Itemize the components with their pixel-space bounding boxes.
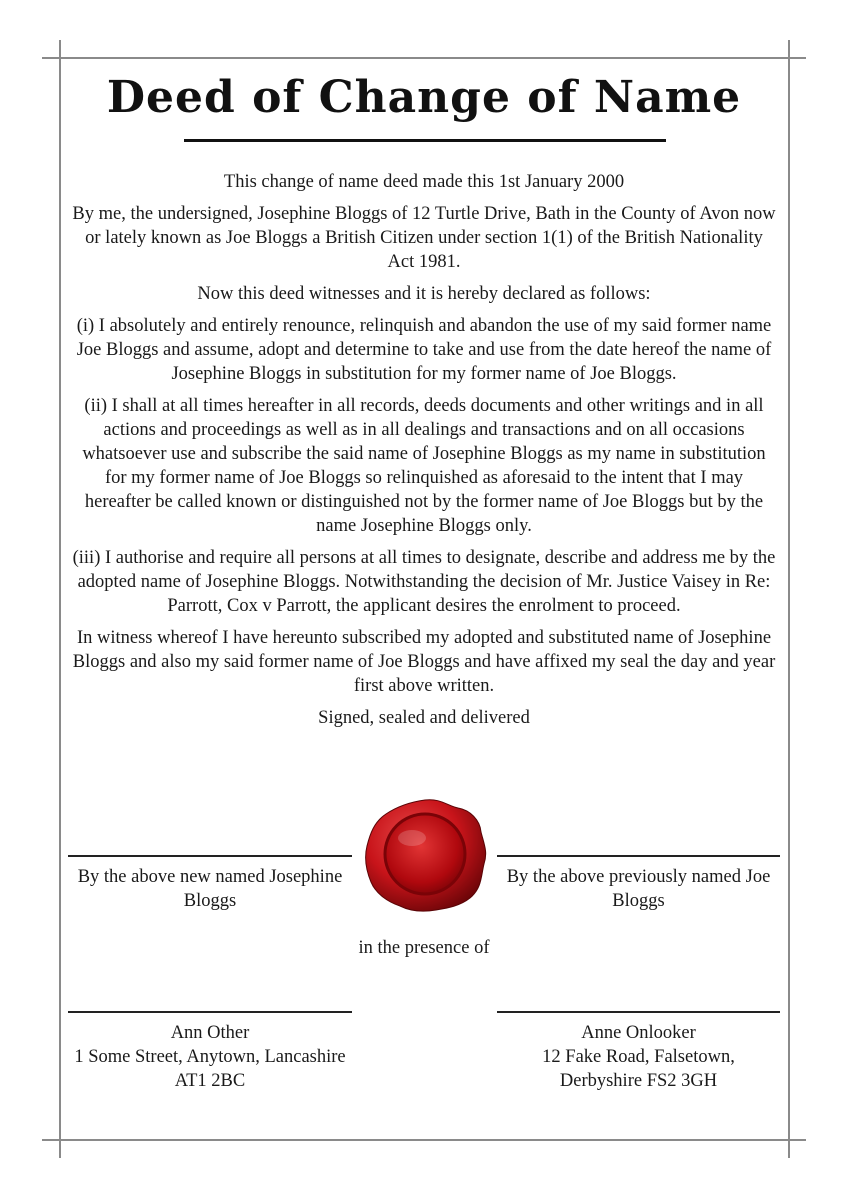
left-witness-name: Ann Other [170,1023,250,1043]
in-witness-paragraph: In witness whereof I have hereunto subscribed my adopted and substituted name of Josephine Bloggs and also my said former name of Joe Bloggs and have affixed my seal the day and year first above written. [72,628,776,696]
clause-iii: (iii) I authorise and require all persons at all times to designate, describe and address me by the adopted name of Josephine Bloggs. Notwithstanding the decision of Mr. Justice Vaisey in Re: Parrott, Cox v Parrott, the applicant desires the enrolment to proceed. [72,548,776,616]
deed-date-line: This change of name deed made this 1st January 2000 [223,172,625,192]
deed-title: Deed of Change of Name [106,72,742,123]
frame-top-line [42,57,806,59]
declarant-paragraph: By me, the undersigned, Josephine Bloggs of 12 Turtle Drive, Bath in the County of Avon now or lately known as Joe Bloggs a British Citizen under section 1(1) of the British Nationality Act 1981. [72,204,776,272]
deed-body [70,170,778,738]
title-underline [184,139,666,142]
previous-name-signature-line [497,855,780,857]
signed-sealed-line: Signed, sealed and delivered [318,708,530,728]
frame-bottom-line [42,1139,806,1141]
right-witness-address-line1: 12 Fake Road, Falsetown, [542,1047,735,1067]
frame-right-line [788,40,790,1158]
left-witness-signature-line [68,1011,352,1013]
new-name-caption: By the above new named Josephine Bloggs [77,867,343,911]
clause-ii: (ii) I shall at all times hereafter in all records, deeds documents and other writings and in all actions and proceedings as well as in all dealings and transactions and on all occasions whatsoever use and subscribe the said name of Josephine Bloggs as my name in substitution for my former name of Joe Bloggs so relinquished as aforesaid to the intent that I may hereafter be called known or distinguished not by the former name of Joe Bloggs but by the name Josephine Bloggs only. [82,396,766,536]
left-witness-address-line2: AT1 2BC [174,1071,246,1091]
new-name-signature-line [68,855,352,857]
wax-seal-icon [360,796,490,914]
presence-text: in the presence of [358,938,490,958]
left-witness-address-line1: 1 Some Street, Anytown, Lancashire [74,1047,346,1067]
clause-i: (i) I absolutely and entirely renounce, relinquish and abandon the use of my said former name Joe Bloggs and assume, adopt and determine to take and use from the date hereof the name of Josephine Bloggs in substitution for my former name of Joe Bloggs. [76,316,772,384]
right-witness-signature-line [497,1011,780,1013]
right-witness-address-line2: Derbyshire FS2 3GH [559,1071,718,1091]
right-witness-block [497,1021,780,1093]
frame-left-line [59,40,61,1158]
previous-name-caption: By the above previously named Joe Bloggs [506,867,771,911]
right-witness-name: Anne Onlooker [581,1023,696,1043]
left-witness-block [48,1021,372,1093]
witnesses-declaration: Now this deed witnesses and it is hereby declared as follows: [197,284,651,304]
